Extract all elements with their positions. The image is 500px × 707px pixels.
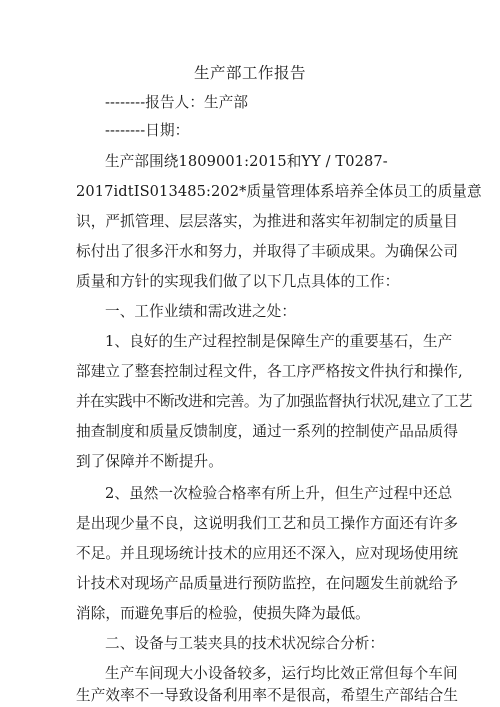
paragraph-line: 到了保障并不断提升。 (76, 453, 223, 470)
paragraph-line: 生产车间现大小设备较多，运行均比效正常但每个车间 (105, 665, 458, 682)
paragraph-line: 生产效率不一导致设备利用率不是很高，希望生产部结合生 (76, 687, 459, 704)
paragraph-line: 识，严抓管理、层层落实，为推进和落实年初制定的质量目 (76, 213, 459, 230)
paragraph-line: 并在实践中不断改进和完善。为了加强监督执行状况,建立了工艺 (76, 393, 472, 410)
paragraph-line: 质量和方针的实现我们做了以下几点具体的工作： (76, 273, 400, 290)
paragraph-line: 2、虽然一次检验合格率有所上升，但生产过程中还总 (105, 485, 453, 502)
document-title: 生产部工作报告 (193, 64, 306, 82)
date-line: --------日期： (105, 122, 190, 139)
paragraph-line: 不足。并且现场统计技术的应用还不深入，应对现场使用统 (76, 545, 459, 562)
section-heading: 一、工作业绩和需改进之处： (105, 303, 297, 320)
paragraph-line: 2017idtIS013485:202*质量管理体系培养全体员工的质量意 (76, 183, 482, 200)
paragraph-line: 标付出了很多汗水和努力，并取得了丰硕成果。为确保公司 (76, 243, 459, 260)
section-heading: 二、设备与工装夹具的技术状况综合分析： (105, 635, 385, 652)
paragraph-line: 部建立了整套控制过程文件，各工序严格按文件执行和操作, (76, 363, 463, 380)
paragraph-line: 抽查制度和质量反馈制度，通过一系列的控制使产品品质得 (76, 423, 459, 440)
paragraph-line: 消除，而避免事后的检验，使损失降为最低。 (76, 605, 370, 622)
paragraph-line: 计技术对现场产品质量进行预防监控，在问题发生前就给予 (76, 575, 459, 592)
paragraph-line: 1、良好的生产过程控制是保障生产的重要基石，生产 (105, 333, 453, 350)
reporter-line: --------报告人：生产部 (105, 94, 249, 111)
paragraph-line: 生产部围绕1809001:2015和YY / T0287- (105, 153, 388, 170)
paragraph-line: 是出现少量不良，这说明我们工艺和员工操作方面还有许多 (76, 515, 459, 532)
